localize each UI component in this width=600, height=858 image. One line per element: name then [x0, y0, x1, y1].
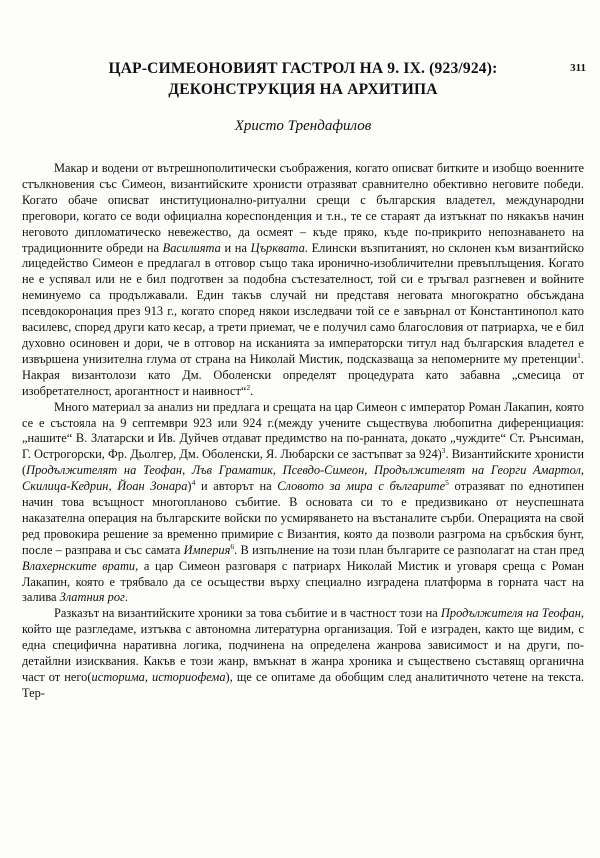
text-run: . Накрая византолози като Дм. Оболенски определят процедурата като забавна „смесица от изобретателност, арогантност и наивност“ — [22, 351, 584, 398]
italic-text: Продължителят на Теофан, Лъв Граматик, Псевдо-Симеон, Продължителят на Георги Амартол, Скилица-Кедрин, Йоан Зонара — [22, 463, 584, 494]
paragraph — [22, 400, 584, 607]
text-run: . — [250, 383, 254, 398]
footnote-marker: 1 — [577, 350, 581, 360]
footnote-marker: 2 — [246, 382, 251, 392]
italic-text: историма, историофема — [91, 670, 226, 684]
page-number: 311 — [570, 62, 586, 74]
text-run: . — [124, 590, 128, 605]
article-body — [22, 161, 584, 702]
article-title-line-2: ДЕКОНСТРУКЦИЯ НА АРХИТИПА — [168, 81, 438, 98]
text-run: ), ще се опитаме да обобщим след аналитичното четене на текста. Тер- — [22, 670, 585, 700]
text-run: и авторът на — [195, 479, 278, 494]
paragraph — [22, 161, 584, 400]
italic-text: Словото за мира с българите — [277, 479, 446, 494]
footnote-marker: 4 — [191, 478, 196, 487]
text-run: , а цар Симеон разговаря с патриарх Николай Мистик и уговаря среща с Роман Лакапин, която е трябвало да се осъществи върху специално изградена платформа в горната част на залива — [22, 558, 584, 605]
paragraph — [22, 606, 584, 701]
italic-text: Църквата — [250, 240, 305, 255]
italic-text: Василията — [162, 240, 221, 255]
text-run: , който ще разгледаме, изтъква с автономна литературна организация. Той е изграден, както ще видим, с една специфична наративна логика, подчинена на определена жанрова зависимост и на други, по-детайлни изисквания. Какъв е този жанр, вмъкнат в жанра хроника и съществено съставящ органична част от него( — [22, 606, 584, 684]
italic-text: Империя — [183, 542, 231, 557]
footnote-marker: 5 — [445, 478, 449, 487]
italic-text: Продължителя на Теофан — [440, 606, 581, 621]
author-name: Христо Трендафилов — [234, 118, 372, 134]
italic-text: Златния рог — [59, 590, 125, 605]
text-run: Разказът на византийските хроники за това събитие и в частност този на — [54, 606, 441, 621]
text-run: ) — [187, 479, 192, 494]
italic-text: Влахернските врати — [22, 558, 136, 573]
text-run: . В изпълнение на този план българите се разполагат на стан пред — [234, 542, 584, 557]
text-run: Макар и водени от вътрешнополитически съображения, когато описват битките и изобщо военните стълкновения със Симеон, византийските хронисти отразяват сравнително обективно неговите победи. Когато обаче описват институционално-ритуални срещи с българския владетел, международни преговори, когато се води официална кореспонденция и т.н., те се стараят да изтъкнат по някакъв начин неговото дипломатическо невежество, да осмеят – къде пряко, къде по-прикрито непознаването на традиционните обреди на — [22, 161, 584, 255]
text-run: . Елински възпитаният, но склонен към византийско лицедейство Симеон е предлагал в отговор също така иронично-изобличителни превъплъщения. Когато не е успявал или не е бил подготвен за подобна състезателност, той си е тръгвал разгневен и войните неминуемо са продължавали. Един такъв случай ни представя неговата многократно обсъждана псевдокоронация през 913 г., когато според някои изследвачи той се е завърнал от Константинопол като василевс, според други като кесар, а трети приемат, че е получил само благословия от патриарха, че е бил духовно осиновен и дори, че в отговор на исканията за императорски титул над българския владетел е извършена унизителна глума от страна на Николай Мистик, подсказваща за непомерните му претенции — [22, 240, 584, 366]
text-run: . Византийските хронисти ( — [22, 447, 584, 478]
text-run: и на — [220, 240, 251, 255]
text-run: Много материал за анализ ни предлага и срещата на цар Симеон с император Роман Лакапин, която се е състояла на 9 септември 923 или 924 г.(между учените съществува любопитна диференциация: „нашите“ В. Златарски и Ив. Дуйчев отдават предимство на по-ранната, докато „чуждите“ Ст. Рънсиман, Г. Острогорски, Фр. Дьолгер, Дм. Оболенски, Я. Любарски се застъпват за 924) — [22, 399, 584, 462]
article-title — [22, 58, 584, 100]
article-title-line-1: ЦАР-СИМЕОНОВИЯТ ГАСТРОЛ НА 9. IX. (923/924): — [108, 60, 498, 77]
text-run: отразяват по еднотипен начин това всъщност многопланово събитие. В основата си то е предизвикано от неуспешната наказателна операция на българските войски по усмиряването на въстаналите сърби. Операцията на свой ред провокира решение за временно примирие с Византия, която да позволи разгрома на сръбския бунт, после – разправа и със самата — [22, 479, 584, 557]
footnote-marker: 6 — [230, 541, 235, 551]
footnote-marker: 3 — [441, 446, 446, 456]
document-page — [0, 58, 600, 858]
